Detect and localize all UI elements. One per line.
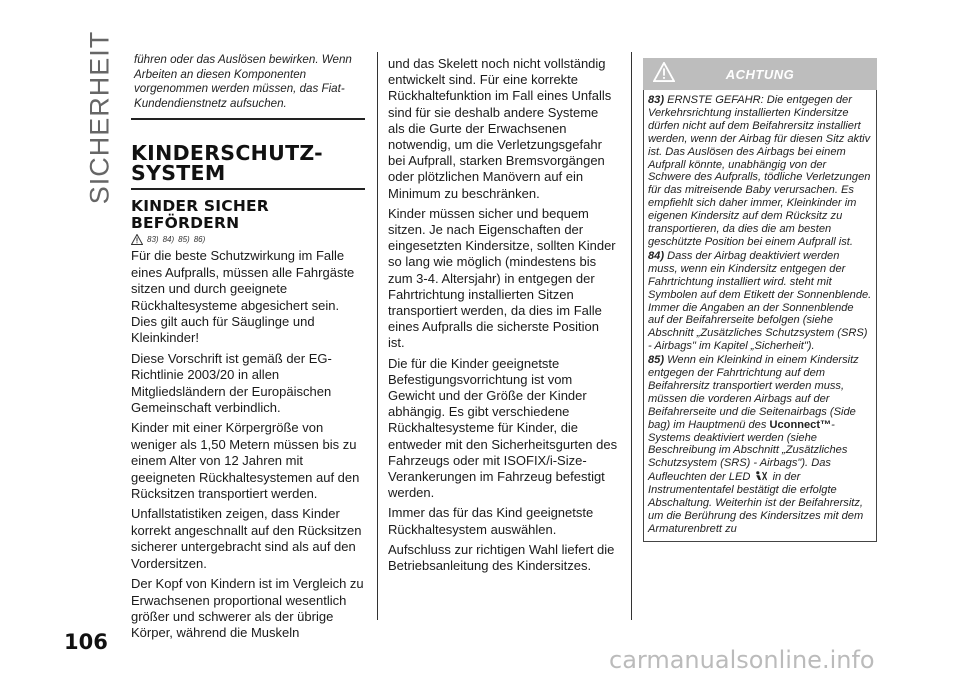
watermark: carmanualsonline.info [609,646,875,674]
body-paragraph: Die für die Kinder geeignetste Befestigungsvorrichtung ist vom Gewicht und der Größe der Kinder abhängig. Es gibt verschiedene Rückhaltesysteme für Kinder, die entweder mit den Sicherheitsgurten des Fahrzeugs oder mit ISOFIX/i-Size-Verankerungen im Fahrzeug befestigt werden. [388,355,618,501]
section-side-label-text: SICHERHEIT [84,30,115,204]
warning-triangle-icon [653,62,675,82]
brand-name: Uconnect™ [769,418,832,431]
warning-box-title: ACHTUNG [725,66,795,82]
body-paragraph: Kinder mit einer Körpergröße von weniger als 1,50 Metern müssen bis zu einem Alter von 12 Jahren mit geeigneten Rückhaltesystemen auf den Rücksitzen transportiert werden. [131,420,360,502]
warning-ref: 84) [162,235,175,245]
warning-text: Wenn ein Kleinkind in einem Kindersitz entgegen der Fahrtrichtung auf dem Beifahrersitz transportiert werden muss, müssen die vorderen Airbags auf der Beifahrerseite und die Seitenairbags (Side bag) im Hauptmenü des [648,354,859,431]
body-paragraph: Der Kopf von Kindern ist im Vergleich zu Erwachsenen proportional wesentlich größer und schwerer als der übrige Körper, während die Muskeln [131,576,364,641]
warning-triangle-icon [131,234,143,245]
section-side-label [70,30,130,204]
warning-text: -Systems deaktiviert werden (siehe Beschreibung im Abschnitt „Zusätzliches Schutzsystem (SRS) - Airbags"). Das Aufleuchten der LED [648,418,848,484]
warning-item-85 [648,354,872,536]
warning-ref: 83) [147,235,159,245]
warning-text: ERNSTE GEFAHR: Die entgegen der Verkehrsrichtung installierten Kindersitze dürfen nicht auf dem Beifahrersitz installiert werden, wenn der Airbag für diesen Sitz aktiv ist. Das Auslösen des Airbags bei einem Aufprall könnte, unabhängig von der Schwere des Aufpralls, tödliche Verletzungen für das mitreisende Baby verursachen. Es empfiehlt sich daher immer, Kleinkinder im eigenen Kindersitz auf dem Rücksitz zu transportieren, da dies die am besten geschützte Position bei einem Aufprall ist. [648,94,871,248]
warning-number: 83) [648,94,665,106]
warning-text: in der Instrumententafel bestätigt die erfolgte Abschaltung. Weiterhin ist der Beifahrersitz, um die Berührung des Kindersitzes mit dem Armaturenbrett zu [648,471,864,535]
body-paragraph: und das Skelett noch nicht vollständig entwickelt sind. Für eine korrekte Rückhaltefunktion im Fall eines Unfalls sind für sie deshalb andere Systeme als die Gurte der Erwachsenen notwendig, um die Verletzungsgefahr bei Aufprall, starken Bremsvorgängen oder plötzlichen Manövern auf ein Minimum zu beschränken. [388,56,612,201]
column-left [131,52,365,646]
warning-box-header [643,58,877,90]
body-paragraph: Unfallstatistiken zeigen, dass Kinder korrekt angeschnallt auf den Rücksitzen sicherer untergebracht sind als auf den Vordersitzen. [131,506,362,571]
warning-text: Dass der Airbag deaktiviert werden muss, wenn ein Kindersitz entgegen der Fahrtrichtung installiert wird. steht mit Symbolen auf dem Etikett der Sonnenblende. Immer die Angaben an der Sonnenblende auf der Beifahrerseite befolgen (siehe Abschnitt „Zusätzliches Schutzsystem (SRS) - Airbags" im Kapitel „Sicherheit"). [648,249,872,353]
warning-ref: 86) [193,235,206,245]
warning-number: 84) [648,249,665,262]
warning-item-84 [648,250,872,353]
warning-item-83 [648,94,872,249]
warning-number: 85) [648,354,665,367]
column-divider [377,52,378,620]
warning-references [131,234,365,245]
page-number: 106 [64,630,108,654]
subsection-heading: KINDER SICHER BEFÖRDERN [131,197,269,233]
body-paragraph: Immer das für das Kind geeignetste Rückhaltesystem auswählen. [388,505,594,537]
warning-box-body [643,90,877,542]
body-paragraph: Für die beste Schutzwirkung im Falle eines Aufpralls, müssen alle Fahrgäste sitzen und durch geeignete Rückhaltesysteme abgesichert sein. Dies gilt auch für Säuglinge und Kleinkinder! [131,248,355,346]
body-paragraph: Diese Vorschrift ist gemäß der EG-Richtlinie 2003/20 in allen Mitgliedsländern der Europäischen Gemeinschaft verbindlich. [131,350,332,416]
body-paragraph: Kinder müssen sicher und bequem sitzen. Je nach Eigenschaften der eingesetzten Kindersitze, sollten Kinder so lang wie möglich (mindestens bis zum 3-4. Altersjahr) in entgegen der Fahrtrichtung installierten Sitzen transportiert werden, da dies im Falle eines Aufpralls die sicherste Position ist. [388,205,616,351]
airbag-off-icon [753,470,769,482]
section-heading: KINDERSCHUTZ-SYSTEM [131,143,365,190]
column-divider [631,52,632,620]
warning-box [643,58,877,542]
note-continuation: führen oder das Auslösen bewirken. Wenn Arbeiten an diesen Komponenten vorgenommen werden müssen, das Fiat-Kundendienstnetz aufsuchen. [131,53,365,120]
column-middle [388,56,618,578]
body-paragraph: Aufschluss zur richtigen Wahl liefert die Betriebsanleitung des Kindersitzes. [388,541,615,574]
warning-ref: 85) [178,235,190,245]
